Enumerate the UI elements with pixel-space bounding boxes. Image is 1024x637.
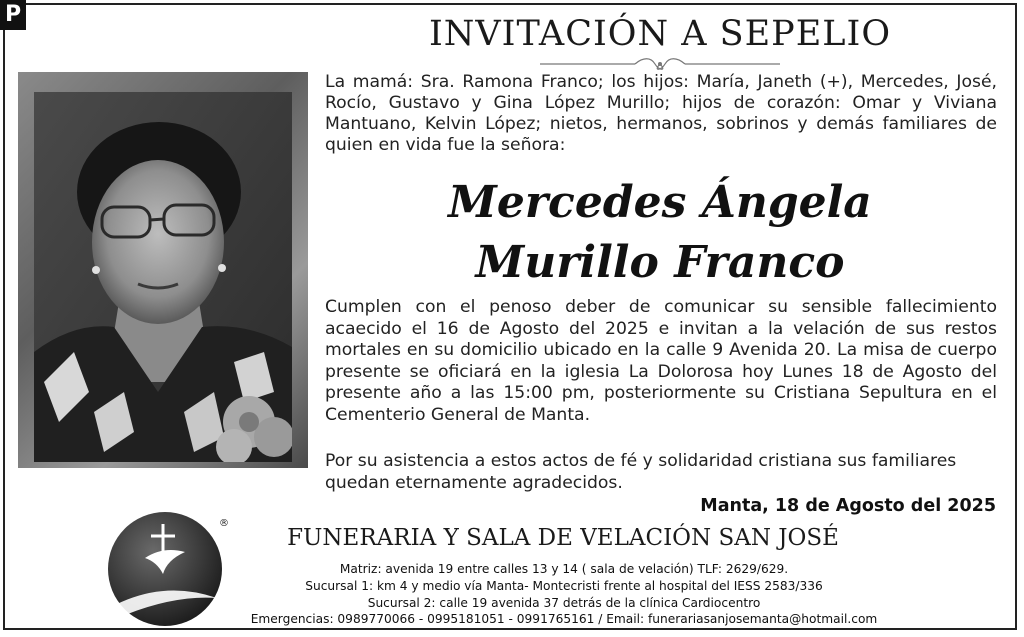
funeral-home-name: FUNERARIA Y SALA DE VELACIÓN SAN JOSÉ xyxy=(287,525,839,551)
title-ornament xyxy=(535,55,785,73)
address-sucursal-2: Sucursal 2: calle 19 avenida 37 detrás de la clínica Cardiocentro xyxy=(367,596,761,610)
family-intro: La mamá: Sra. Ramona Franco; los hijos: María, Janeth (+), Mercedes, José, Rocío, Gustavo y Gina López Murillo; hijos de corazón: Omar y Viviana Mantuano, Kelvin López; nietos, hermanos, sobrinos y demás familiares de quien en vida fue la señora: xyxy=(325,72,997,155)
address-matriz: Matriz: avenida 19 entre calles 13 y 14 ( sala de velación) TLF: 2629/629. xyxy=(339,562,789,576)
registered-mark: ® xyxy=(219,518,229,529)
address-sucursal-1: Sucursal 1: km 4 y medio vía Manta- Montecristi frente al hospital del IESS 2583/336 xyxy=(305,579,823,593)
corner-badge: P xyxy=(0,0,26,30)
announcement-text: Cumplen con el penoso deber de comunicar su sensible fallecimiento acaecido el 16 de Agosto del 2025 e invitan a la velación de sus restos mortales en su domicilio ubicado en la calle 9 Avenida 20. La misa de cuerpo presente se oficiará en la iglesia La Dolorosa hoy Lunes 18 de Agosto del presente año a las 15:00 pm, posteriormente su Cristiana Sepultura en el Cementerio General de Manta. xyxy=(325,297,997,425)
deceased-name-line2: Murillo Franco xyxy=(475,237,845,288)
emergency-contacts: Emergencias: 0989770066 - 0995181051 - 0991765161 / Email: funerariasanjosemanta@hotmail.com xyxy=(250,612,878,626)
portrait-photo xyxy=(34,92,292,462)
deceased-name-line1: Mercedes Ángela xyxy=(448,177,872,228)
page-title: INVITACIÓN A SEPELIO xyxy=(428,14,892,54)
place-date: Manta, 18 de Agosto del 2025 xyxy=(700,496,996,516)
thanks-text: Por su asistencia a estos actos de fé y solidaridad cristiana sus familiares quedan eternamente agradecidos. xyxy=(325,451,957,493)
portrait-frame xyxy=(18,72,308,468)
